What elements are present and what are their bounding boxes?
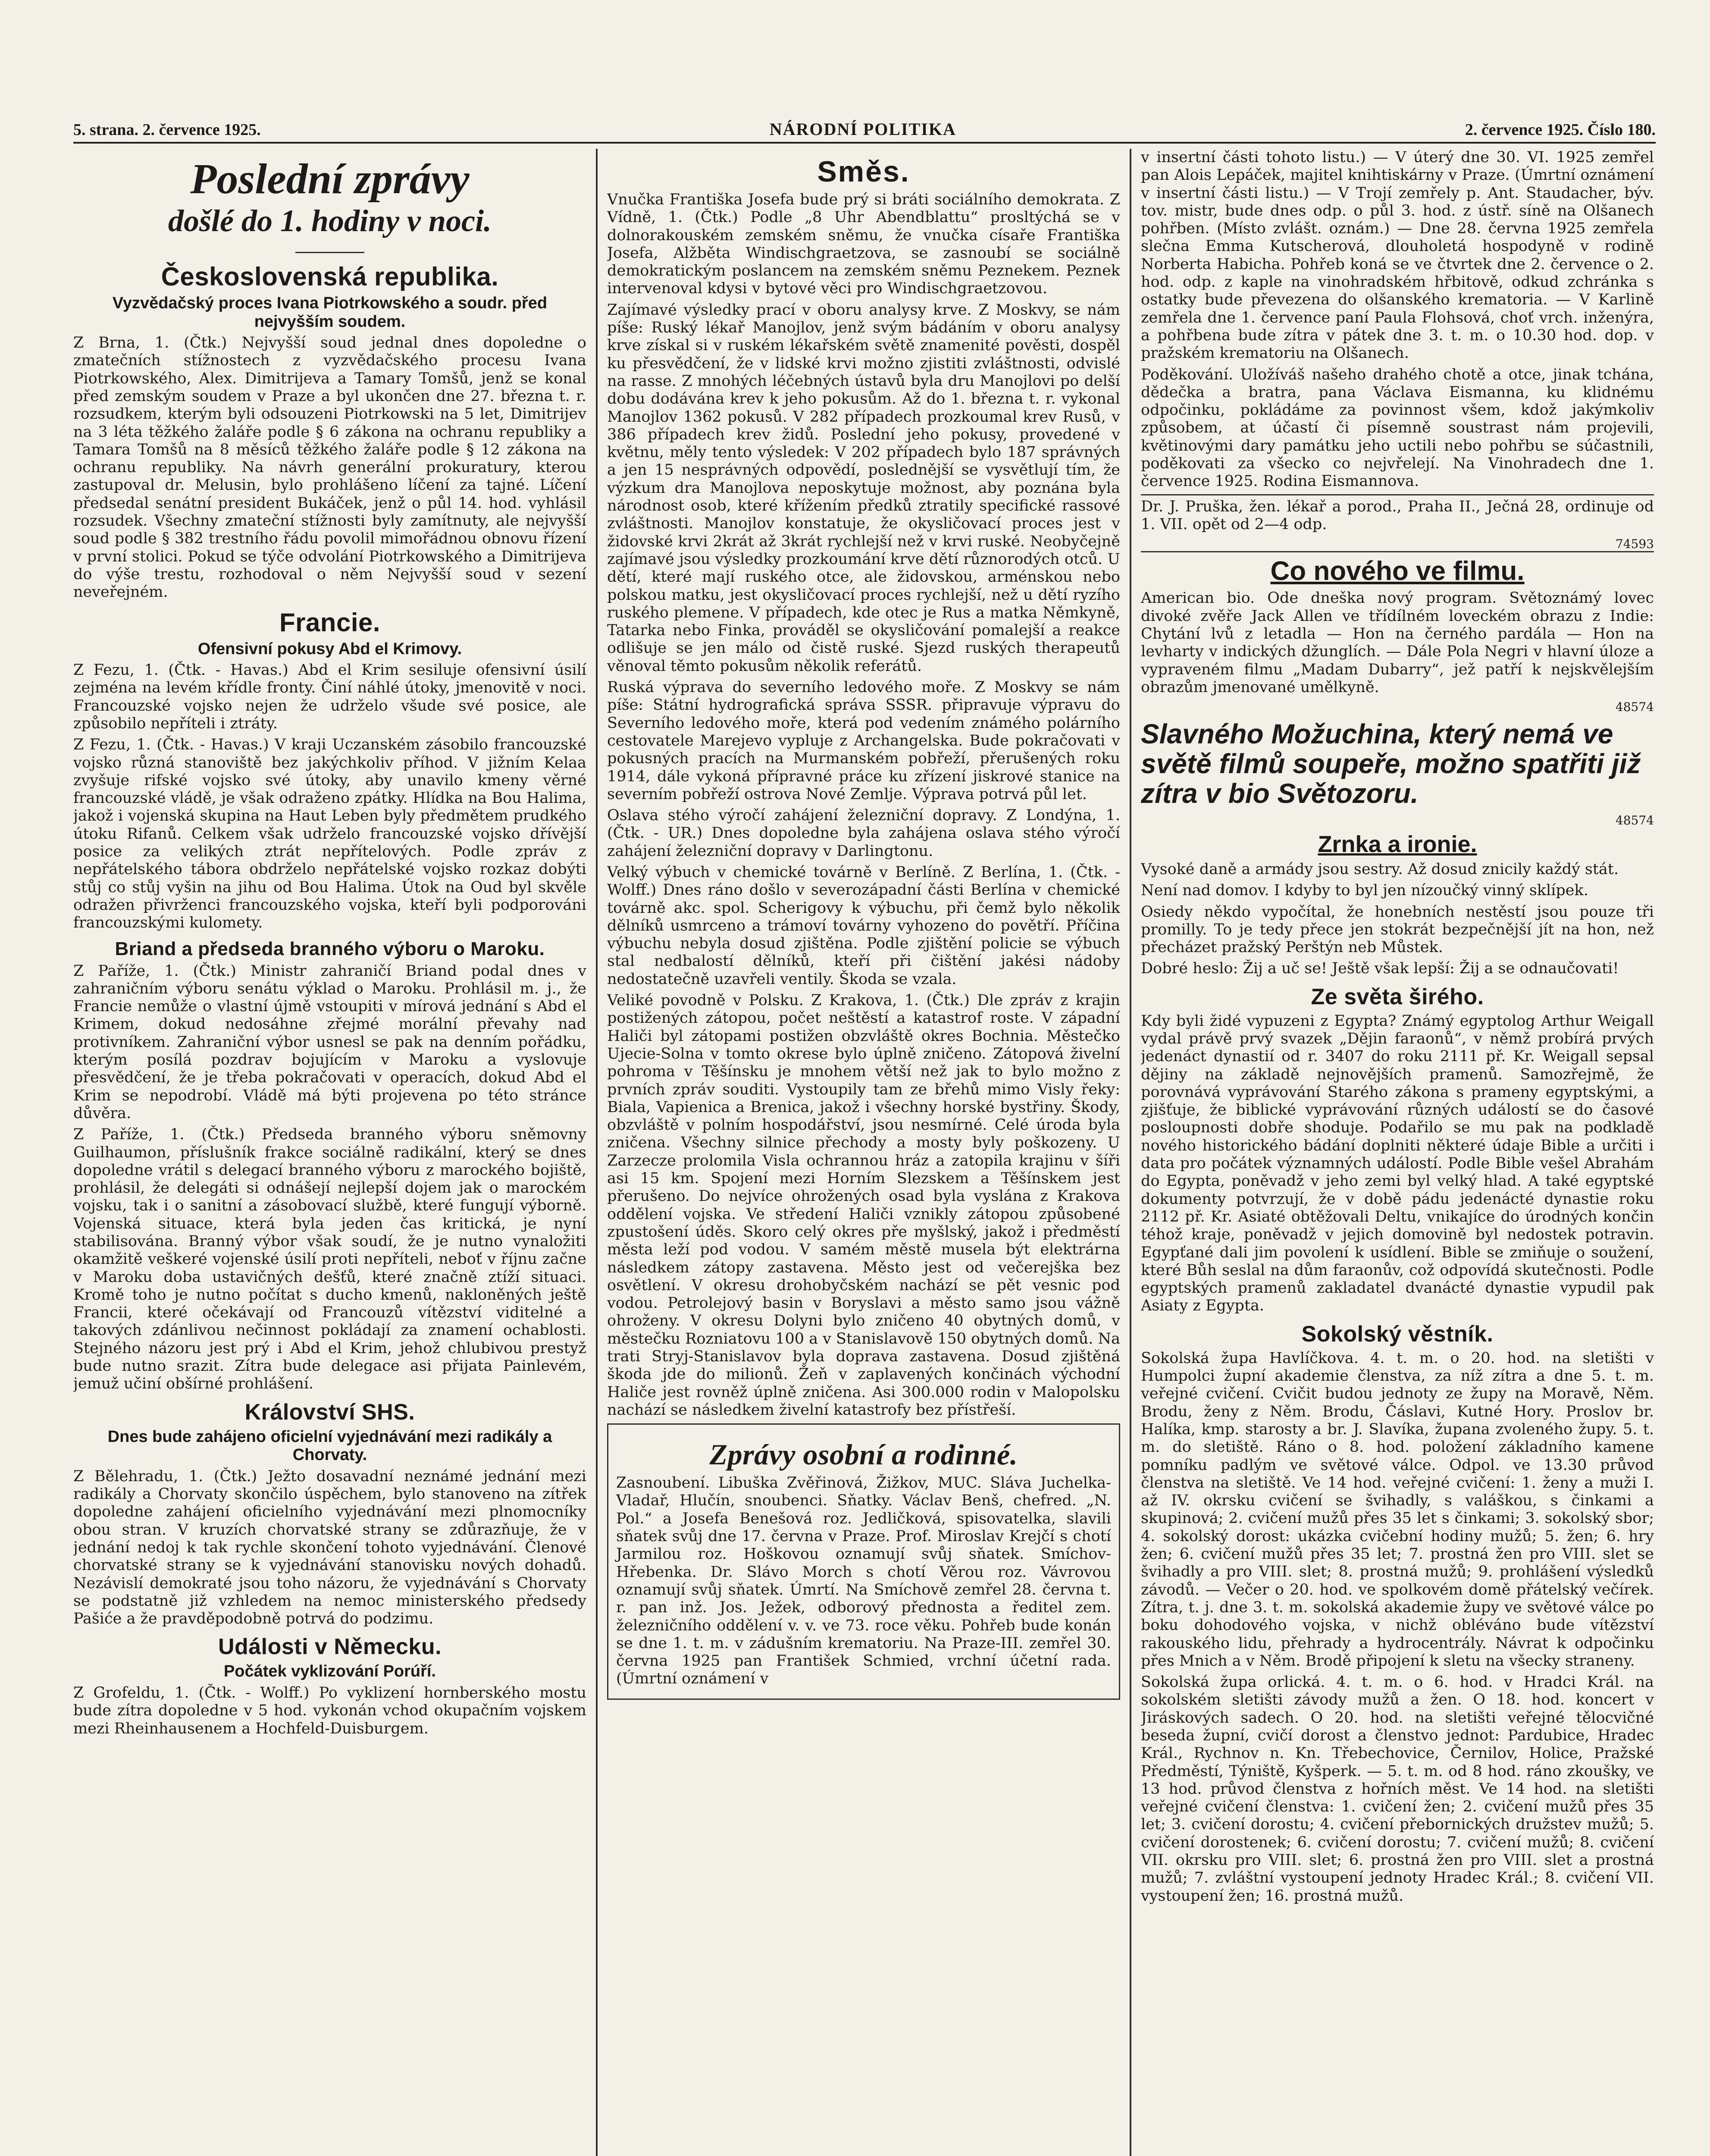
doctor-notice [1141,494,1654,553]
article-windischgraetz: Vnučka Františka Josefa bude prý si bráti sociálního demokrata. Z Vídně, 1. (Čtk.) Podle „8 Uhr Abendblattu“ prosltýchá se v dolnorakouském zemském sněmu, že vnučka císaře Františka Josefa, Alžběta Windischgraetzova, se zasnoubí se sociálně demokratickým poslancem na zemském sněmu Peznekem. Peznek intervenoval kdysi v bytové věci pro Windischgraetzovou. [607,191,1120,298]
heading-shs-kingdom: Království SHS. [244,1399,415,1425]
header-page-date: 5. strana. 2. července 1925. [73,121,261,139]
irony-4: Dobré heslo: Žij a uč se! Ještě však lepší: Žij a se odnaučovati! [1141,960,1619,978]
header-issue: 2. července 1925. Číslo 180. [1465,121,1656,139]
heading-france: Francie. [279,608,381,637]
personal-news-text: Zasnoubení. Libuška Zvěřinová, Žižkov, MUC. Sláva Juchelka-Vladař, Hlučín, snoubenci. Sňatky. Václav Benš, chefred. „N. Pol.“ a Josefa Benešová roz. Jedličková, spisovatelka, slavili sňatek svůj dne 17. června v Praze. Prof. Miroslav Krejčí s chotí Jarmilou roz. Hoškovou oznamují svůj sňatek. Smíchov-Hřebenka. Dr. Slávo Morch s chotí Věrou roz. Vávrovou oznamují svůj sňatek. Úmrtí. Na Smíchově zemřel 28. června t. r. pan inž. Jos. Ježek, odborový přednosta a ředitel zem. železničního oddělení v. v. ve 73. roce věku. Pohřeb bude konán se dne 1. t. m. v zádušním krematoriu. Na Praze-III. zemřel 30. června 1925 pan František Schmied, vrchní účetní rada. (Úmrtní oznámení v [616,1474,1111,1688]
personal-news-box [607,1423,1120,1700]
heading-smes: Směs. [817,155,910,188]
obituaries-continued: v insertní části tohoto listu.) — V úterý dne 30. VI. 1925 zemřel pan Alois Lepáček, majitel knihtiskárny v Praze. (Úmrtní oznámení v insertní části listu.) — V Trojí zemřely p. Ant. Staudacher, býv. tov. mistr, bude dnes odp. o půl 3. hod. z ústř. síně na Olšanech pohřben. (Místo zvlášt. oznám.) — Dne 28. června 1925 zemřela slečna Emma Kutscherová, dlouholetá hospodyně v rodině Norberta Habicha. Pohřeb koná se ve čtvrtek dne 2. července o 2. hod. odp. z kaple na vinohradském hřbitově, odkud zchránka s ostatky bude převezena do olšanského krematoria. — V Karlině zemřela dne 1. července paní Paula Flohsová, choť vrch. inženýra, a pohřbena bude zítra v pátek dne 3. t. m. o 10.30 hod. dop. v pražském krematoriu na Olšanech. [1141,149,1654,362]
subheading-shs-negotiation: Dnes bude zahájeno oficielní vyjednávání mezi radikály a Chorvaty. [107,1427,552,1464]
heading-germany: Události v Německu. [218,1634,442,1660]
article-railway-centenary: Oslava stého výročí zahájení železniční dopravy. Z Londýna, 1. (Čtk. - UR.) Dnes dopoledne byla zahájena oslava stého výročí zahájení železniční dopravy v Darlingtonu. [607,807,1120,860]
divider [295,252,364,253]
heading-sokol: Sokolský věstník. [1301,1321,1494,1347]
newspaper-page [73,119,1656,2156]
irony-heading-text: Zrnka a ironie. [1318,831,1477,857]
film-news-heading [1141,557,1654,586]
article-arctic-expedition: Ruská výprava do severního ledového moře. Z Moskvy se nám píše: Státní hydrografická správa SSSR. připravuje výpravu do Severního ledového moře, která pod vedením známého polárního cestovatele Marejevo vypluje z Archangelska. Bude pokračovati v pokusných pracích na Murmanském pobřeží, přerušených roku 1914, dále vykoná přípravné práce ku zřízení jiskrové stanice na severním pobřeží ostrova Nové Zemlje. Výprava potrvá půl let. [607,679,1120,803]
article-fez-2: Z Fezu, 1. (Čtk. - Havas.) V kraji Uczanském zásobilo francouzské vojsko různá stanoviště bez jakýchkoliv příhod. V jižním Kelaa zvyšuje rifské vojsko své útoky, aby unavilo kmeny věrné francouzské vládě, je však odraženo zpátky. Hlídka na Bou Halima, jakož i vojenská skupina na Haut Leben byly předmětem prudkého útoku Rifanů. Celkem však udrželo francouzské vojsko dřívější posice za velikých ztrát nepřítelových. Podle zpráv z nepřátelského tábora obdrželo nepřátelské vojsko rozkaz dobýti stůj co stůj vyšin na jihu od Bou Halima. Útok na Oud byl skvěle odražen přivrženci francouzského vojska, kteří byli podporováni francouzskými kulomety. [73,736,586,932]
thanks-notice: Poděkování. Uložíváš našeho drahého chotě a otce, jinak tchána, dědečka a bratra, pana Václava Eismanna, ku klidnému odpočinku, pokládáme za povinnost všem, kdož jakýmkoliv způsobem, at účastí či písemně soustrast nám projevili, květinovými dary památku jeho uctili nebo pohřbu se súčastnili, poděkovati za všecko co nejvřelejí. Na Vinohradech dne 1. července 1925. Rodina Eismannova. [1141,366,1654,490]
irony-heading [1141,832,1654,857]
heading-wide-world: Ze světa širého. [1311,984,1484,1009]
article-paris-2: Z Paříže, 1. (Čtk.) Předseda branného výboru sněmovny Guilhaumon, příslušník frakce sociálně radikální, který se dnes dopoledne vrátil s delegací branného výboru z marockého bojiště, prohlásil, že delegáti si odnášejí nejlepší dojem jak o marockém vojsku, tak i o sanitní a zásobovací službě, které fungují výborně. Vojenská situace, která byla jeden čas kritická, je nyní stabilisována. Branný výbor však soudí, že je nutno vynaložiti okamžitě veškeré vojenské úsilí proti nepříteli, neboť v říjnu začne v Maroku doba ustavičných dešťů, které značně ztíží situaci. Kromě toho je nutno počítat s ducho kmenů, nakloněných ještě Francii, které očekávají od Francouzů vítězství viditelné a takových zdánlivou nečinnost pokládají za znamení ochablosti. Stejného názoru jest prý i Abd el Krim, jehož chlubivou prestyž bude nutno srazit. Zítra bude delegace asi přijata Painlevém, jemuž učiní obšírné prohlášení. [73,1126,586,1393]
subheading-abd-el-krim: Ofensivní pokusy Abd el Krimovy. [197,639,462,658]
article-sokol-havlickova: Sokolská župa Havlíčkova. 4. t. m. o 20. hod. na sletišti v Humpolci župní akademie členstva, za níž zítra a dne 5. t. m. veřejné cvičení. Cvičit budou jednoty ze župy na Moravě, Něm. Brodu, ženy z Něm. Brodu, Čáslavi, Kutné Hory. Proslov br. Halíka, kmp. starosty a br. J. Slavíka, župana zvoleného župy. 5. t. m. do sletiště. Ráno o 8. hod. položení základního kamene pomníku padlým ve světové válce. Odpol. ve 13.30 průvod členstva na sletiště. Ve 14 hod. veřejné cvičení: 1. ženy a muži I. až IV. okrsku cvičení se švihadly, s valáškou, s činkami a skupinová; 2. cvičení mužů přes 35 let s činkami; 3. sokolský sbor; 4. sokolský dorost: ukázka cvičební hodiny mužů; 5. žen; 6. hry žen; 6. cvičení mužů přes 35 let; 7. prostná žen pro VIII. slet se švihadly a pro VIII. slet; 8. prostná mužů; 9. prohlášení výsledků závodů. — Večer o 20. hod. ve spolkovém domě přátelský večírek. Zítra, t. j. dne 3. t. m. sokolská akademie župy ve světové válce po boku dohodového vojska, v nichž obléváno bude vítězství rakouského lidu, přehrady a hydrocentrály. Návrat k odpočinku přes Mnich a v Něm. Brodě připojení k sletu na všecky straneny. [1141,1349,1654,1670]
subheading-spy-trial: Vyzvědačský proces Ivana Piotrkowského a soudr. před nejvyšším soudem. [112,294,548,331]
heading-briand-morocco: Briand a předseda branného výboru o Maroku. [115,938,545,959]
column-3 [1141,149,1654,2156]
section-subtitle: došlé do 1. hodiny v noci. [168,204,492,238]
article-blood-analysis: Zajímavé výsledky prací v oboru analysy krve. Z Moskvy, se nám píše: Ruský lékař Manojlov, jenž svým bádáním v oboru analysy krve získal si v ruském lékařském světě znamenité pověsti, dospěl ku přesvědčení, že v lidské krvi možno zjistiti zvláštnosti, odvislé na rasse. Z mnohých léčebných ústavů byla dru Manojlovi po delší dobu dodávána krev k jeho pokusům. Až do 1. března t. r. vykonal Manojlov 1362 pokusů. V 282 případech prozkoumal krev Rusů, v 386 případech krev židů. Poslední jeho pokusy, provedené v květnu, měly tento výsledek: V 202 případech bylo 187 správných a jen 15 nesprávných odpovědí, poslednější se vysvětlují tím, že výzkum dra Manojlova neposkytuje možnost, aby poznána byla národnost osob, které křížením předků ztratily specifické rassové zvláštnosti. Manojlov konstatuje, že okysličovací proces jest v židovské krvi 2krát až 3krát rychlejší než v krvi ruské. Neobyčejně zajímavé jsou výsledky prozkoumání krve dětí různorodých otců. U dětí, které mají ruského otce, ale židovskou, arménskou nebo polskou matku, jest okysličovací proces rychlejší, než u dětí ryzího ruského plemene. V případech, kde otec je Rus a matka Němkyně, Tatarka nebo Finka, prováděl se okysličování pomalejší a reakce odlišuje se jen málo od čistě ruské. Sjezd ruských therapeutů věnoval těmto pokusům několik referátů. [607,301,1120,675]
article-egypt-jews: Kdy byli židé vypuzeni z Egypta? Známý egyptolog Arthur Weigall vydal právě prvý svazek „Dějin faraonů“, v němž probírá prvých jedenáct dynastií od r. 3407 do roku 2111 př. Kr. Weigall sepsal dějiny na základě nejnovějších pramenů. Samozřejmě, že porovnává vyprávování Starého zákona s prameny egyptskými, a zjišťuje, že biblické vyprávování různých událostí se do časové posloupnosti dobře shoduje. Podařilo se mu pak na podkladě nového historického bádání doplniti některé údaje Bible a určiti i data pro počátek významných událostí. Podle Bible vešel Abrahám do Egypta, poněvadž v jeho zemi byl velký hlad. A také egyptské dokumenty potvrzují, že v době pádu jedenácté dynastie roku 2112 př. Kr. Asiaté obtěžovali Deltu, vnikajíce do úrodných končin téhož kraje, poněvadž v jejich domovině byl nedostek potravin. Egypťané dali jim povolení k usídlení. Bible se zmiňuje o soužení, které Bůh seslal na dům faraonův, což odpovídá skutečnosti. Podle egyptských pramenů zakladatel dvanácté dynastie vypudil pak Asiaty z Egypta. [1141,1012,1654,1315]
heading-czechoslovakia: Československá republika. [161,262,499,291]
article-belgrade: Z Bělehradu, 1. (Čtk.) Ježto dosavadní neznámé jednání mezi radikály a Chorvaty skončilo úspěchem, bylo stanoveno na zítřek dopoledne zahájení oficielního vyjednávání mezi plnomocníky obou stran. V kruzích chorvatské strany se zdůrazňuje, že v jednání nedoj k tak rychle skončení tohoto vyjednávání. Členové chorvatské strany se k vyjednávání stanovisku nových dohadů. Nezávislí demokraté jsou toho názoru, že vyjednávání s Chorvaty se podstatně již vzhledem na nemoc ministerského předsedy Pašiće a že pravděpodobně potrvá do podzimu. [73,1467,586,1628]
article-paris-1: Z Paříže, 1. (Čtk.) Ministr zahraničí Briand podal dnes v zahraničním výboru senátu výklad o Maroku. Prohlásil m. j., že Francie nemůže o vlastní újmě vstoupiti v mírová jednání s Abd el Krimem, dokud nedosáhne zřejmé morální převahy nad protivníkem. Zahraniční výbor usnesl se pak na denním pořádku, kterým posílá pozdrav bojujícím v Maroku a vyslovuje přesvědčení, že je třeba pokračovati v operacích, dokud Abd el Krim se nepodrobí. Vládě má býti projevena po této stránce důvěra. [73,962,586,1122]
article-sokol-orlicka: Sokolská župa orlická. 4. t. m. o 6. hod. v Hradci Král. na sokolském sletišti závody mužů a žen. O 18. hod. koncert v Jiráskových sadech. O 20. hod. na sletišti veřejné tělocvičné beseda župní, cvičí dorost a členstvo jednot: Pardubice, Hradec Král., Rychnov n. Kn. Třebechovice, Černilov, Holice, Pražské Předměstí, Týniště, Kyšperk. — 5. t. m. od 8 hod. ráno zkoušky, ve 13 hod. průvod členstva z hořních měst. Ve 14 hod. na sletišti veřejné cvičení členstva: 1. cvičení žen; 2. cvičení mužů přes 35 let; 3. cvičení dorostu; 4. cvičení přebornických družstev mužů; 5. cvičení dorostenek; 6. cvičení dorostu; 7. cvičení mužů; 8. cvičení VII. okrsku pro VIII. slet; 6. prostná žen pro VIII. slet a prostná mužů; 7. zvláštní vystoupení jednoty Hradec Král.; 8. cvičení VII. vystoupení žen; 16. prostná mužů. [1141,1673,1654,1905]
mozuchin-ad: Slavného Možuchina, který nemá ve světě filmů soupeře, možno spatřiti již zítra v bio Světozoru. [1141,718,1641,809]
irony-3: Osiedy někdo vypočítal, že honebních nestěstí jsou pouze tři promilly. To je tedy přece jen stokrát bezpečnější jít na hon, než přecházet pražský Perštýn neb Můstek. [1141,903,1654,956]
page-header [73,119,1656,144]
column-1 [73,149,586,2156]
column-rule [1130,149,1131,2156]
doctor-notice-code: 74593 [1615,537,1654,552]
mozuchin-ad-code: 48574 [1615,813,1654,827]
film-news-heading-text: Co nového ve filmu. [1270,556,1525,586]
section-title: Poslední zprávy [190,155,470,203]
irony-1: Vysoké daně a armády jsou sestry. Až dosud znicily každý stát. [1141,860,1619,878]
subheading-ruhr: Počátek vyklizování Porúří. [223,1662,436,1681]
column-2 [607,149,1120,2156]
american-bio-text: American bio. Ode dneška nový program. Světoznámý lovec divoké zvěře Jack Allen ve třídílném loveckém obrazu z Indie: Chytání lvů z letadla — Hon na černého pardála — Hon na levharty v indických džunglích. — Dále Pola Negri v hlavní úloze a vypraveném filmu „Madam Dubarry“, jež patří k nejskvělejším obrazům jmenované umělkyně. [1141,589,1654,696]
article-fez-1: Z Fezu, 1. (Čtk. - Havas.) Abd el Krim sesiluje ofensivní úsilí zejména na levém křídle fronty. Činí náhlé útoky, jmenovitě v noci. Francouzské vojsko nejen že udrželo všude své posice, ale způsobilo nepříteli i ztráty. [73,661,586,732]
article-spy-trial: Z Brna, 1. (Čtk.) Nejvyšší soud jednal dnes dopoledne o zmatečních stížnostech z vyzvědačského procesu Ivana Piotrkowského, Alex. Dimitrijeva a Tamary Tomšů, jenž se konal před zemským soudem v Praze a byl ukončen dne 27. března t. r. rozsudkem, kterým byli odsouzeni Piotrkowski na 5 let, Dimitrijev na 3 léta těžkého žaláře podle § 6 zákona na ochranu republiky a Tamara Tomšů na 8 měsíců těžkého žaláře podle § 12 zákona na ochranu republiky. Na návrh generální prokuratury, kterou zastupoval dr. Melusin, bylo prohlášeno líčení za tajné. Líčení předsedal senátní president Bukáček, jenž o půl 14. hod. vyhlásil rozsudek. Všechny zmateční stížnosti byly zamítnuty, ale nejvyšší soud podle § 382 trestního řádu povolil mimořádnou obnovu řízení v první stolici. Pokud se týče odvolání Piotrkowského a Dimitrijeva do výše trestu, rozhodoval o něm Nejvyšší soud v sezení neveřejném. [73,334,586,601]
heading-personal-news: Zprávy osobní a rodinné. [709,1438,1018,1471]
article-poland-floods: Veliké povodně v Polsku. Z Krakova, 1. (Čtk.) Dle zpráv z krajin postižených zátopou, počet neštěstí a katastrof roste. V západní Haliči byl zátopami postižen obzvláště okres Bochnia. Městečko Ujecie-Solna v tomto okrese bylo úplně zničeno. Zátopová živelní pohroma v Těšínsku je mnohem větší než jak to bylo možno z prvních zpráv souditi. Vystoupily tam ze břehů mimo Visly řeky: Biala, Vapienica a Brenica, jakož i všechny horské bystřiny. Škody, obzvláště v polním hospodářství, jsou nesmírné. Celé úroda byla zničena. Všechny silnice přechody a mosty byly poškozeny. U Zarzecze prolomila Visla ochrannou hráz a zatopila krajinu v šíři asi 15 km. Spojení mezi Horním Slezskem a Těšínskem jest přerušeno. Do nejvíce ohrožených osad byla vyslána z Krakova oddělení vojska. Ve středení Haliči vznikly zátopou způsobené zpustošení úděs. Skoro celý okres pře myšlský, jakož i předměstí města leží pod vodou. V samém městě musela být elektrárna následkem zátopy zastavena. Město jest od večerejška bez osvětlení. V okresu drohobyčském nachází se pět vesnic pod vodou. Petrolejový basin v Boryslavi a město samo jsou vážně ohroženy. V okresu Dolyni bylo zničeno 40 obytných domů, v městečku Rozniatovu 100 a v Stanislavově 150 obytných domů. Na trati Stryj-Stanislavov byla doprava zastavena. Dosud zjištěná škoda jde do milionů. Žeň v zaplavených končinách východní Haliče jest rovněž úplně zničena. Asi 300.000 rodin v Malopolsku nachází se následkem živelní katastrofy bez přístřeší. [607,992,1120,1419]
article-berlin-explosion: Velký výbuch v chemické továrně v Berlíně. Z Berlína, 1. (Čtk. - Wolff.) Dnes ráno došlo v severozápadní části Berlína v chemické továrně akc. spol. Scherigovy k výbuchu, při čemž bylo několik dělníků usmrceno a trámoví továrny vyhozeno do povětří. Příčina výbuchu nebyla dosud zjištěna. Podle zjištění policie se výbuch stal nedbalostí dělníků, kteří při čištění jakési nádoby nedostatečně uzavřeli ventily. Škoda se vzala. [607,863,1120,988]
columns [73,149,1656,2156]
header-masthead: NÁRODNÍ POLITIKA [769,119,956,139]
american-bio-code: 48574 [1615,700,1654,714]
irony-2: Není nad domov. I kdyby to byl jen nízoučký vinný sklípek. [1141,882,1588,899]
article-grofeld: Z Grofeldu, 1. (Čtk. - Wolff.) Po vyklizení hornberského mostu bude zítra dopoledne v 5 hod. vykonán vchod okupačním vojskem mezi Rheinhausenem a Hochfeld-Duisburgem. [73,1684,586,1737]
doctor-notice-text: Dr. J. Pruška, žen. lékař a porod., Praha II., Ječná 28, ordinuje od 1. VII. opět od 2—4 odp. [1141,498,1654,533]
column-rule [596,149,598,2156]
